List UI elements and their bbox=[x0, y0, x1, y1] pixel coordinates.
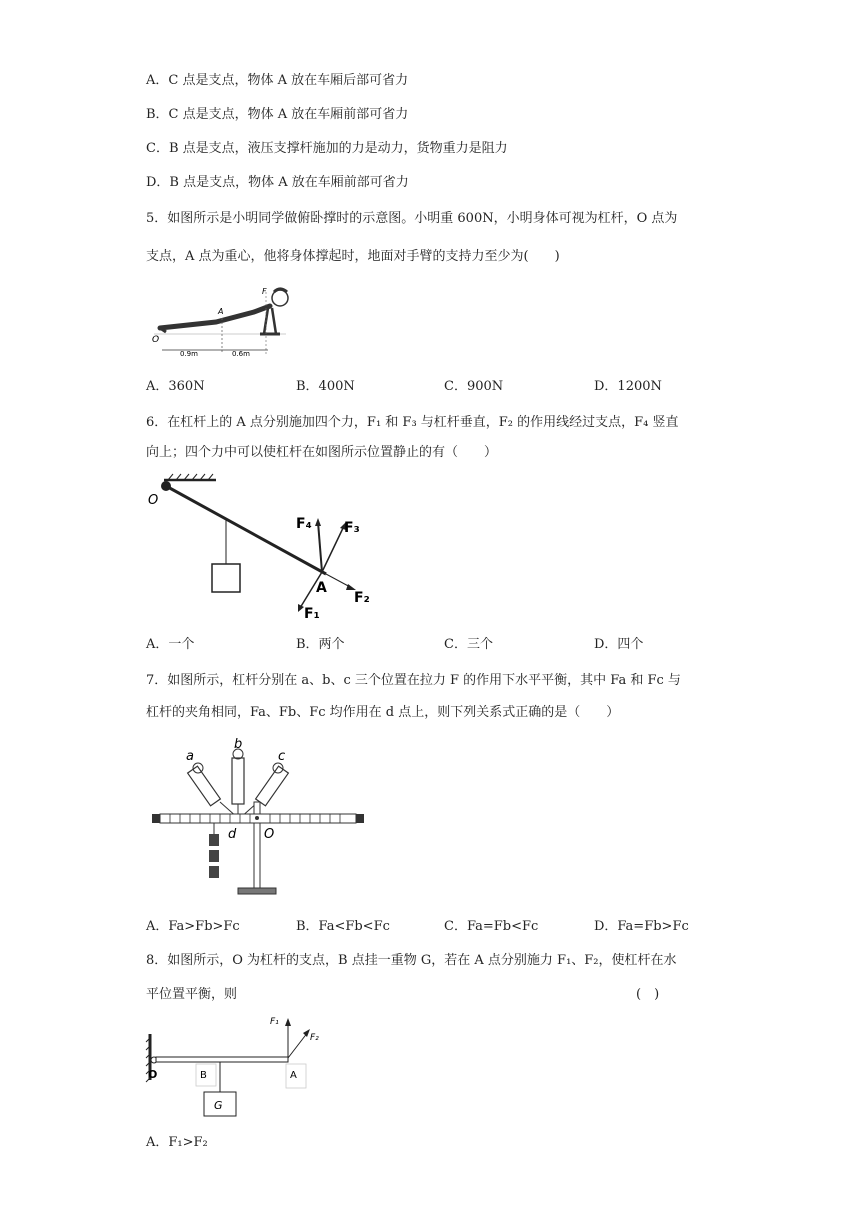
q5-stem-line2: 支点，A 点为重心，他将身体撑起时，地面对手臂的支持力至少为( ) bbox=[146, 249, 560, 264]
q5-pushup-figure bbox=[146, 282, 306, 362]
q7-fig-label-d: d bbox=[228, 827, 237, 842]
q6-fig-label-o: O bbox=[148, 493, 159, 508]
q7-stem-line2: 杠杆的夹角相同，Fa、Fb、Fc 均作用在 d 点上，则下列关系式正确的是（ ） bbox=[146, 705, 620, 720]
q8-fig-label-b: B bbox=[200, 1070, 207, 1081]
q8-stem-line2: 平位置平衡，则 bbox=[146, 987, 238, 1002]
q8-fig-label-a: A bbox=[290, 1070, 297, 1081]
q5-fig-dim-0-9m: 0.9m bbox=[180, 350, 198, 358]
q5-option-a: A．360N bbox=[146, 379, 205, 394]
q6-fig-label-f3: F₃ bbox=[344, 520, 360, 536]
q8-lever-figure bbox=[146, 1010, 346, 1122]
q7-fig-label-c: c bbox=[278, 749, 286, 764]
q5-stem-line1: 5．如图所示是小明同学做俯卧撑时的示意图。小明重 600N，小明身体可视为杠杆，O 点为 bbox=[146, 211, 678, 226]
q8-fig-label-o: O bbox=[148, 1068, 158, 1081]
q7-option-a: A．Fa>Fb>Fc bbox=[146, 919, 240, 934]
q7-option-b: B．Fa<Fb<Fc bbox=[296, 919, 390, 934]
q6-option-b: B．两个 bbox=[296, 637, 345, 652]
q6-option-a: A．一个 bbox=[146, 637, 195, 652]
q7-options bbox=[146, 918, 706, 936]
q5-fig-dim-0-6m: 0.6m bbox=[232, 350, 250, 358]
q6-option-d: D．四个 bbox=[594, 637, 644, 652]
q7-option-d: D．Fa=Fb>Fc bbox=[594, 919, 689, 934]
q7-option-c: C．Fa=Fb<Fc bbox=[444, 919, 539, 934]
q5-fig-label-a: A bbox=[218, 307, 224, 316]
q6-stem-line2: 向上；四个力中可以使杠杆在如图所示位置静止的有（ ） bbox=[146, 445, 498, 460]
q8-answer-blank: ( ) bbox=[636, 987, 660, 1002]
q4-option-c: C．B 点是支点，液压支撑杆施加的力是动力，货物重力是阻力 bbox=[146, 141, 508, 156]
q8-fig-label-g: G bbox=[214, 1099, 223, 1112]
q6-stem-line1: 6．在杠杆上的 A 点分别施加四个力，F₁ 和 F₃ 与杠杆垂直，F₂ 的作用线经过支点，F₄ 竖直 bbox=[146, 415, 679, 430]
q7-stem-line1: 7．如图所示，杠杆分别在 a、b、c 三个位置在拉力 F 的作用下水平平衡，其中 Fa 和 Fc 与 bbox=[146, 673, 681, 688]
q5-fig-label-o: O bbox=[152, 335, 160, 345]
q8-option-a: A．F₁>F₂ bbox=[146, 1135, 208, 1150]
q6-fig-label-f2: F₂ bbox=[354, 590, 370, 606]
q8-fig-label-f1: F₁ bbox=[270, 1017, 279, 1027]
q7-fig-label-a: a bbox=[186, 749, 194, 764]
q6-options bbox=[146, 636, 706, 654]
q4-option-d: D．B 点是支点，物体 A 放在车厢前部可省力 bbox=[146, 175, 409, 190]
q5-option-c: C．900N bbox=[444, 379, 504, 394]
q5-option-d: D．1200N bbox=[594, 379, 662, 394]
q6-option-c: C．三个 bbox=[444, 637, 493, 652]
q6-fig-label-f4: F₄ bbox=[296, 516, 312, 532]
q5-fig-label-f: F bbox=[262, 287, 267, 296]
q7-fig-label-o: O bbox=[264, 827, 275, 842]
q8-stem-line1: 8．如图所示，O 为杠杆的支点，B 点挂一重物 G，若在 A 点分别施力 F₁、F₂，使杠杆在水 bbox=[146, 953, 677, 968]
q5-option-b: B．400N bbox=[296, 379, 355, 394]
q6-lever-figure bbox=[146, 476, 386, 622]
q7-fig-label-b: b bbox=[234, 737, 243, 752]
q6-fig-label-a: A bbox=[316, 580, 327, 596]
q4-option-b: B．C 点是支点，物体 A 放在车厢前部可省力 bbox=[146, 107, 409, 122]
q6-fig-label-f1: F₁ bbox=[304, 606, 320, 622]
q4-option-a: A．C 点是支点，物体 A 放在车厢后部可省力 bbox=[146, 73, 409, 88]
q5-options bbox=[146, 378, 706, 396]
q8-fig-label-f2: F₂ bbox=[310, 1033, 319, 1043]
q7-lever-figure bbox=[146, 738, 376, 904]
